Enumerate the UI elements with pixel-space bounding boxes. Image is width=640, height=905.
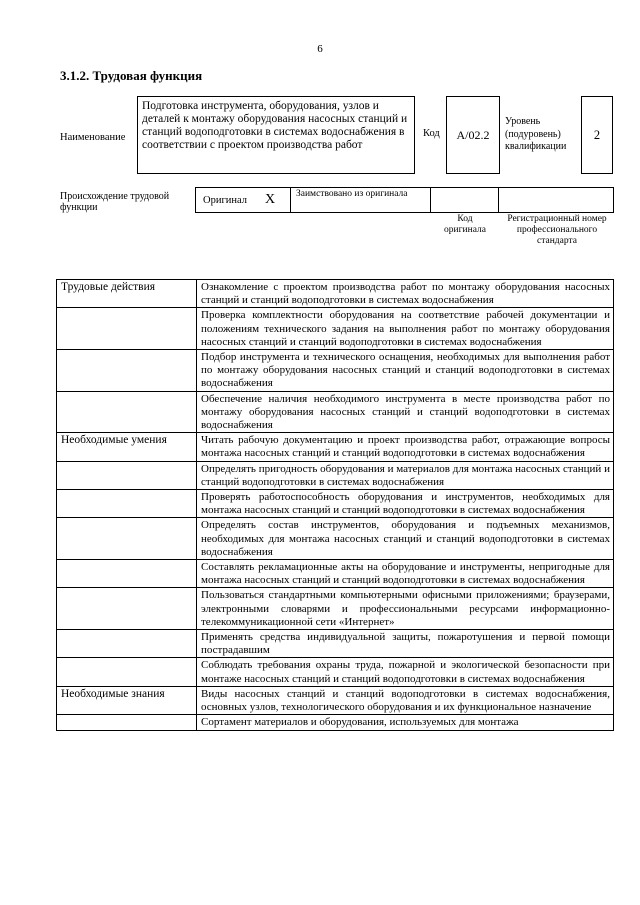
row-text: Проверять работоспособность оборудования и инструментов, необходимых для монтажа насосных станций и станций водоподготовки в системах водоснабжения — [197, 490, 614, 518]
table-row — [57, 560, 614, 588]
row-label — [57, 461, 197, 489]
row-label — [57, 350, 197, 392]
row-label — [57, 715, 197, 730]
row-text: Читать рабочую документацию и проект производства работ, отражающие вопросы монтажа насосных станций и станций водоподготовки в системах водоснабжения — [197, 433, 614, 461]
row-text: Проверка комплектности оборудования на соответствие рабочей документации и положениям технического задания на выполнения работ по монтажу оборудования насосных станций и станций водоподготовки в системах водоснабжения — [197, 308, 614, 350]
row-label — [57, 560, 197, 588]
origin-label: Происхождение трудовой функции — [60, 191, 170, 213]
table-row — [57, 518, 614, 560]
row-label — [57, 658, 197, 686]
row-text: Определять пригодность оборудования и материалов для монтажа насосных станций и станций водоподготовки в системах водоснабжения — [197, 461, 614, 489]
table-row — [57, 490, 614, 518]
row-text: Виды насосных станций и станций водоподготовки в системах водоснабжения, основных узлов, технологического оборудования и их функциональное назначение — [197, 686, 614, 714]
row-label: Трудовые действия — [57, 280, 197, 308]
row-label — [57, 630, 197, 658]
level-value-box — [581, 96, 613, 174]
row-label: Необходимые знания — [57, 686, 197, 714]
row-label — [57, 518, 197, 560]
level-label: Уровень (подуровень) квалификации — [505, 116, 567, 152]
borrowed-box — [290, 187, 431, 213]
page-number: 6 — [317, 43, 323, 55]
borrowed-label: Заимствовано из оригинала — [296, 189, 408, 199]
table-row — [57, 350, 614, 392]
original-label: Оригинал — [203, 195, 247, 206]
row-text: Составлять рекламационные акты на оборудование и инструменты, непригодные для монтажа насосных станций и станций водоподготовки в системах водоснабжения — [197, 560, 614, 588]
reg-number-caption: Регистрационный номер профессионального стандарта — [507, 214, 607, 246]
code-label: Код — [423, 128, 440, 139]
row-text: Пользоваться стандартными компьютерными офисными приложениями; браузерами, электронными словарями и профессиональными ресурсами информационно-телекоммуникационной сети «Интернет» — [197, 588, 614, 630]
level-value: 2 — [593, 128, 601, 142]
row-label — [57, 588, 197, 630]
row-text: Применять средства индивидуальной защиты, пожаротушения и первой помощи пострадавшим — [197, 630, 614, 658]
original-box — [195, 187, 291, 213]
row-label — [57, 308, 197, 350]
row-text: Подбор инструмента и технического оснащения, необходимых для выполнения работ по монтажу оборудования насосных станций и станций водоподготовки в системах водоснабжения — [197, 350, 614, 392]
row-text: Сортамент материалов и оборудования, используемых для монтажа — [197, 715, 614, 730]
row-label — [57, 391, 197, 433]
table-row — [57, 308, 614, 350]
name-value: Подготовка инструмента, оборудования, узлов и деталей к монтажу оборудования насосных станций и станций водоподготовки в системах водоснабжения в соответствии с проектом производства работ — [142, 100, 408, 151]
table-row — [57, 280, 614, 308]
row-label: Необходимые умения — [57, 433, 197, 461]
row-text: Определять состав инструментов, оборудования и подъемных механизмов, необходимых для монтажа насосных станций и станций водоподготовки в системах водоснабжения — [197, 518, 614, 560]
reg-number-box — [498, 187, 614, 213]
table-row — [57, 391, 614, 433]
code-value: A/02.2 — [456, 128, 490, 142]
table-row — [57, 461, 614, 489]
section-title: 3.1.2. Трудовая функция — [60, 68, 203, 83]
row-text: Ознакомление с проектом производства работ по монтажу оборудования насосных станций и станций водоподготовки в системах водоснабжения — [197, 280, 614, 308]
table-row — [57, 715, 614, 730]
table-row — [57, 686, 614, 714]
name-value-box — [137, 96, 415, 174]
row-label — [57, 490, 197, 518]
name-label: Наименование — [60, 132, 126, 143]
row-text: Обеспечение наличия необходимого инструмента в месте производства работ по монтажу оборудования насосных станций и станций водоподготовки в системах водоснабжения — [197, 391, 614, 433]
table-row — [57, 588, 614, 630]
code-original-box — [430, 187, 499, 213]
labor-function-table — [56, 279, 614, 731]
original-mark: X — [265, 192, 276, 207]
code-original-caption: Код оригинала — [444, 214, 486, 235]
table-row — [57, 630, 614, 658]
code-value-box — [446, 96, 500, 174]
table-row — [57, 658, 614, 686]
row-text: Соблюдать требования охраны труда, пожарной и экологической безопасности при монтаже насосных станций и станций водоподготовки в системах водоснабжения — [197, 658, 614, 686]
table-row — [57, 433, 614, 461]
